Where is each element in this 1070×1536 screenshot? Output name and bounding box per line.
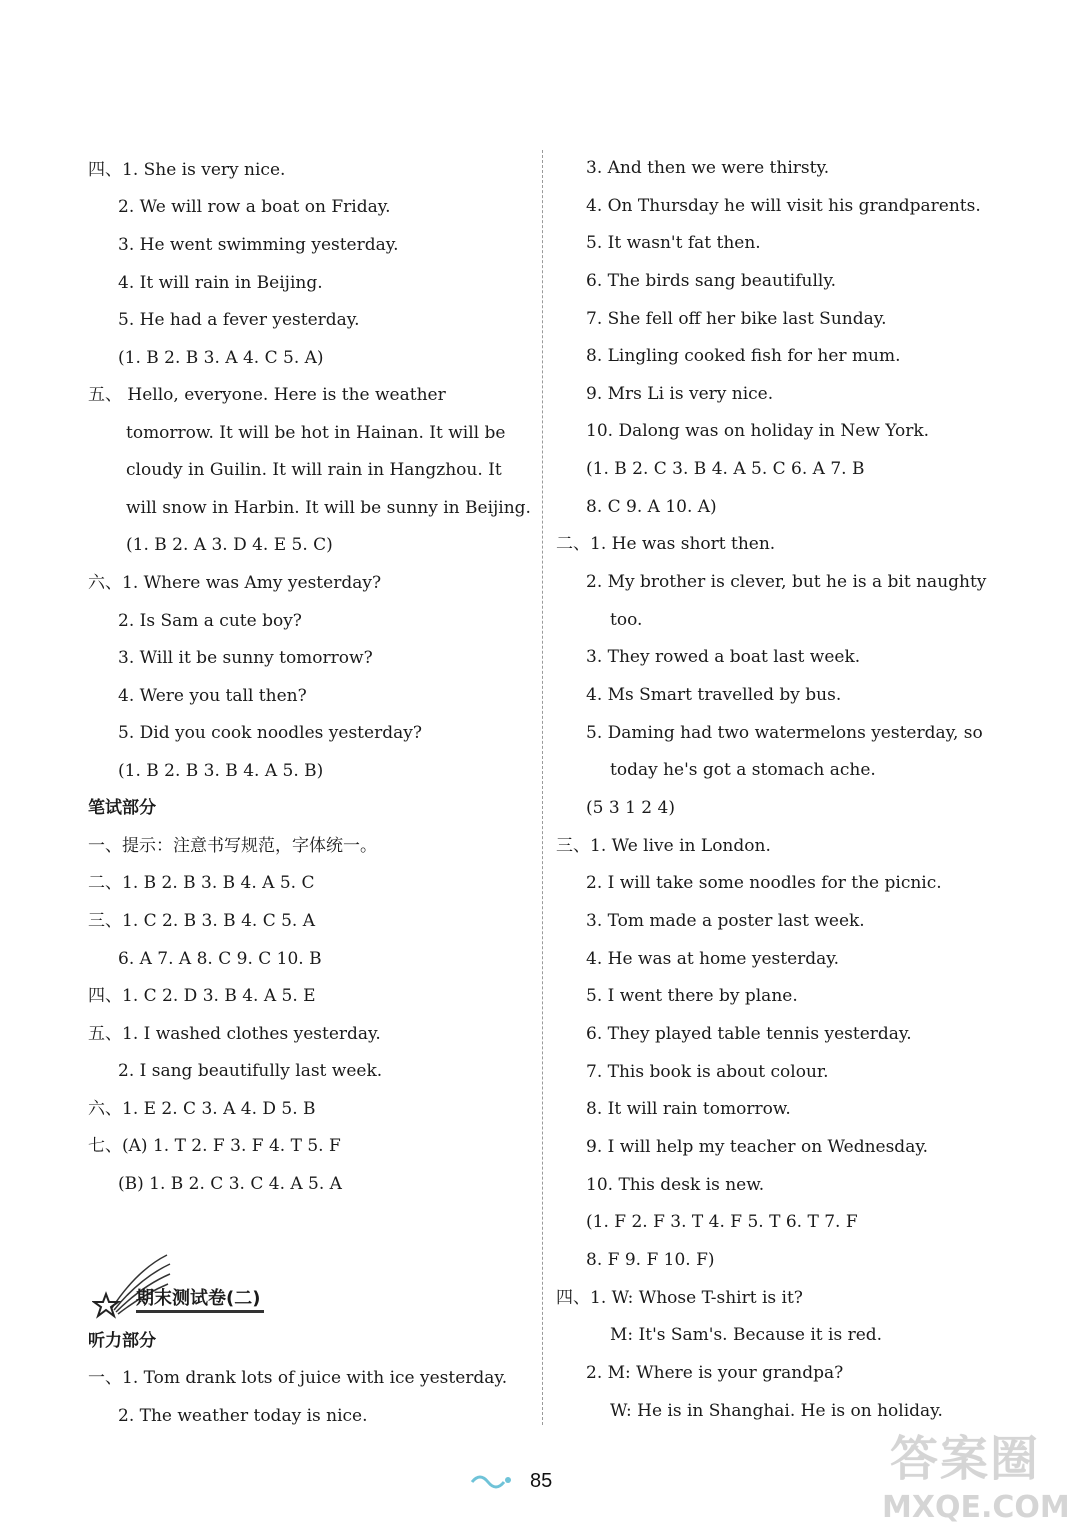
answer-line: 7. She fell off her bike last Sunday. <box>586 309 887 329</box>
answer-line: 3. And then we were thirsty. <box>586 158 830 178</box>
answer-key: (1. B 2. B 3. B 4. A 5. B) <box>118 761 324 781</box>
answer-line: 10. This desk is new. <box>586 1175 765 1195</box>
watermark-url: MXQE.COM <box>882 1490 1070 1525</box>
page-number: 85 <box>530 1470 553 1492</box>
answer-line: 3. They rowed a boat last week. <box>586 647 861 667</box>
answer-line: 二、1. He was short then. <box>556 534 776 554</box>
answer-key: (1. B 2. A 3. D 4. E 5. C) <box>126 535 333 555</box>
watermark-logo <box>880 1420 1070 1530</box>
answer-line: 2. I will take some noodles for the picnic. <box>586 873 942 893</box>
answer-line: 7. This book is about colour. <box>586 1062 829 1082</box>
answer-line: 5. Daming had two watermelons yesterday, so <box>586 723 983 743</box>
answer-line: 2. We will row a boat on Friday. <box>118 197 391 217</box>
answer-line: 6. They played table tennis yesterday. <box>586 1024 912 1044</box>
answer-line: 8. Lingling cooked fish for her mum. <box>586 346 901 366</box>
answer-key: (1. B 2. C 3. B 4. A 5. C 6. A 7. B <box>586 459 865 479</box>
answer-line: 3. Tom made a poster last week. <box>586 911 865 931</box>
column-divider <box>542 150 543 1425</box>
answer-key: (1. B 2. B 3. A 4. C 5. A) <box>118 348 324 368</box>
passage-line: cloudy in Guilin. It will rain in Hangzhou. It <box>126 460 502 480</box>
answer-line: 6. A 7. A 8. C 9. C 10. B <box>118 949 322 969</box>
section-title: 期末测试卷(二) <box>136 1288 264 1313</box>
answer-line: 8. It will rain tomorrow. <box>586 1099 791 1119</box>
answer-line: 五、1. I washed clothes yesterday. <box>88 1024 381 1044</box>
answer-key: (5 3 1 2 4) <box>586 798 675 818</box>
answer-line: 2. The weather today is nice. <box>118 1406 368 1426</box>
answer-line: 9. I will help my teacher on Wednesday. <box>586 1137 929 1157</box>
answer-line: 一、提示：注意书写规范，字体统一。 <box>88 836 377 856</box>
dialogue-line: W: He is in Shanghai. He is on holiday. <box>610 1401 943 1421</box>
answer-line: 六、1. Where was Amy yesterday? <box>88 573 382 593</box>
answer-line: 七、(A) 1. T 2. F 3. F 4. T 5. F <box>88 1136 341 1156</box>
footer-deco-icon <box>470 1470 514 1495</box>
answer-line: 四、1. C 2. D 3. B 4. A 5. E <box>88 986 316 1006</box>
answer-line: 10. Dalong was on holiday in New York. <box>586 421 930 441</box>
answer-line: 一、1. Tom drank lots of juice with ice yesterday. <box>88 1368 508 1388</box>
answer-line: 4. On Thursday he will visit his grandparents. <box>586 196 981 216</box>
section-heading-listening: 听力部分 <box>88 1331 156 1351</box>
answer-line: 二、1. B 2. B 3. B 4. A 5. C <box>88 873 315 893</box>
answer-line: 4. Ms Smart travelled by bus. <box>586 685 842 705</box>
answer-key: (1. F 2. F 3. T 4. F 5. T 6. T 7. F <box>586 1212 858 1232</box>
section-heading-written: 笔试部分 <box>88 798 156 818</box>
answer-line: 4. Were you tall then? <box>118 686 307 706</box>
dialogue-line: 四、1. W: Whose T-shirt is it? <box>556 1288 803 1308</box>
answer-key: 8. F 9. F 10. F) <box>586 1250 715 1270</box>
answer-line: 三、1. We live in London. <box>556 836 771 856</box>
answer-line: 三、1. C 2. B 3. B 4. C 5. A <box>88 911 316 931</box>
answer-line: 2. My brother is clever, but he is a bit naughty <box>586 572 987 592</box>
answer-line: 3. Will it be sunny tomorrow? <box>118 648 373 668</box>
answer-line: 3. He went swimming yesterday. <box>118 235 399 255</box>
answer-line: 四、1. She is very nice. <box>88 160 286 180</box>
answer-line: 2. Is Sam a cute boy? <box>118 611 302 631</box>
answer-key: 8. C 9. A 10. A) <box>586 497 717 517</box>
answer-line: too. <box>610 610 643 630</box>
passage-line: will snow in Harbin. It will be sunny in Beijing. <box>126 498 531 518</box>
section-title-block <box>92 1250 322 1320</box>
answer-line: 5. It wasn't fat then. <box>586 233 761 253</box>
passage-line: 五、 Hello, everyone. Here is the weather <box>88 385 446 405</box>
answer-line: 六、1. E 2. C 3. A 4. D 5. B <box>88 1099 316 1119</box>
dialogue-line: M: It's Sam's. Because it is red. <box>610 1325 883 1345</box>
answer-line: 5. He had a fever yesterday. <box>118 310 360 330</box>
answer-line: 5. Did you cook noodles yesterday? <box>118 723 422 743</box>
answer-line: 6. The birds sang beautifully. <box>586 271 837 291</box>
watermark-text: 答案圈 <box>890 1431 1041 1487</box>
answer-line: 9. Mrs Li is very nice. <box>586 384 774 404</box>
answer-line: (B) 1. B 2. C 3. C 4. A 5. A <box>118 1174 342 1194</box>
answer-line: 5. I went there by plane. <box>586 986 798 1006</box>
passage-line: tomorrow. It will be hot in Hainan. It will be <box>126 423 506 443</box>
answer-line: 4. It will rain in Beijing. <box>118 273 323 293</box>
dialogue-line: 2. M: Where is your grandpa? <box>586 1363 844 1383</box>
answer-line: today he's got a stomach ache. <box>610 760 876 780</box>
answer-line: 2. I sang beautifully last week. <box>118 1061 383 1081</box>
answer-line: 4. He was at home yesterday. <box>586 949 840 969</box>
